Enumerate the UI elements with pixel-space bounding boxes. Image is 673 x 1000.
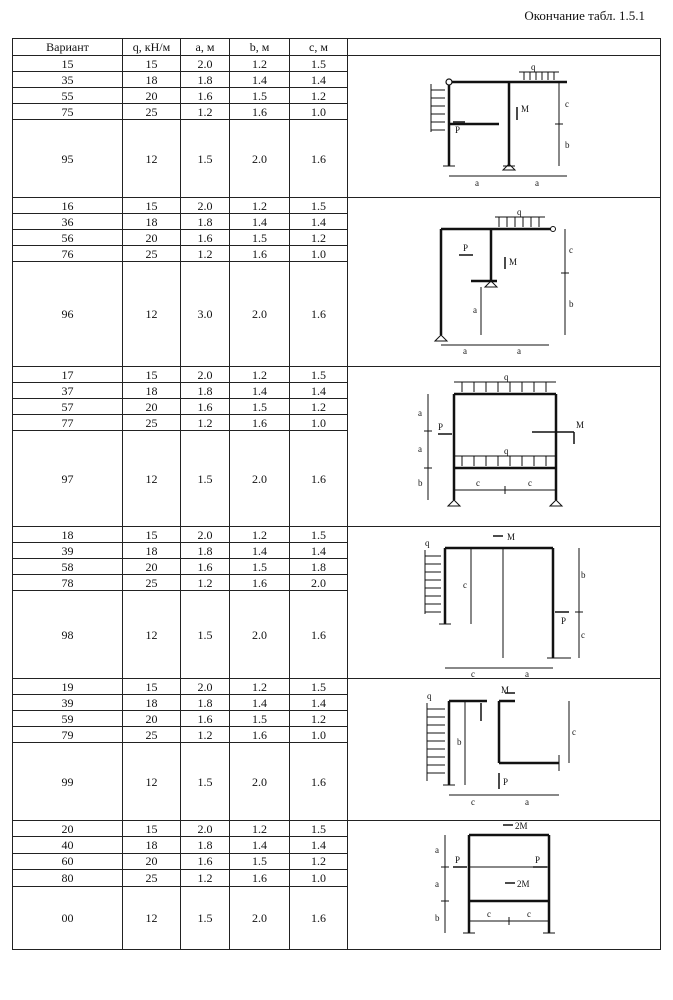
cell-b: 1.6 <box>230 870 290 886</box>
header-a: a, м <box>181 39 230 56</box>
dim-a-label: a <box>418 443 422 454</box>
cell-b: 1.4 <box>230 695 290 711</box>
table-row <box>13 527 661 543</box>
cell-variant: 75 <box>13 104 123 120</box>
cell-b: 1.5 <box>230 711 290 727</box>
cell-a: 1.2 <box>181 575 230 591</box>
cell-variant: 19 <box>13 679 123 695</box>
dim-a-label: a <box>435 879 439 889</box>
cell-q: 25 <box>123 246 181 262</box>
table-row <box>13 821 661 837</box>
cell-q: 25 <box>123 727 181 743</box>
cell-q: 25 <box>123 870 181 886</box>
cell-q: 18 <box>123 383 181 399</box>
force-p-label: P <box>463 243 469 253</box>
cell-c: 1.4 <box>290 383 348 399</box>
frame-scheme-2 <box>429 207 579 357</box>
cell-q: 18 <box>123 695 181 711</box>
cell-b: 1.5 <box>230 230 290 246</box>
dim-b-label: b <box>569 299 574 309</box>
cell-b: 1.6 <box>230 415 290 431</box>
cell-q: 20 <box>123 559 181 575</box>
dim-a-label: a <box>475 177 479 188</box>
dim-c-label: c <box>569 245 573 255</box>
dim-b-label: b <box>457 736 462 747</box>
cell-a: 1.6 <box>181 559 230 575</box>
cell-a: 2.0 <box>181 821 230 837</box>
table-caption: Окончание табл. 1.5.1 <box>524 8 645 23</box>
frame-scheme-3 <box>414 372 594 522</box>
dim-a-label: a <box>525 796 529 807</box>
dim-c-label: c <box>572 726 576 737</box>
force-p-label: P <box>503 776 509 787</box>
cell-variant: 37 <box>13 383 123 399</box>
cell-b: 2.0 <box>230 262 290 367</box>
cell-variant: 57 <box>13 399 123 415</box>
cell-a: 1.2 <box>181 246 230 262</box>
header-c: c, м <box>290 39 348 56</box>
cell-b: 1.4 <box>230 214 290 230</box>
cell-c: 1.0 <box>290 104 348 120</box>
cell-c: 1.6 <box>290 262 348 367</box>
cell-c: 1.8 <box>290 559 348 575</box>
dim-a-label: a <box>517 346 521 356</box>
cell-c: 1.0 <box>290 246 348 262</box>
force-p-label: P <box>438 421 444 432</box>
cell-variant: 35 <box>13 72 123 88</box>
cell-c: 1.6 <box>290 591 348 679</box>
cell-c: 1.2 <box>290 711 348 727</box>
table-row <box>13 56 661 72</box>
cell-a: 2.0 <box>181 679 230 695</box>
scheme-cell <box>348 821 661 950</box>
cell-b: 1.5 <box>230 559 290 575</box>
cell-b: 1.5 <box>230 853 290 869</box>
cell-b: 1.4 <box>230 543 290 559</box>
cell-b: 1.2 <box>230 198 290 214</box>
cell-c: 1.0 <box>290 415 348 431</box>
cell-q: 18 <box>123 72 181 88</box>
force-p-label: P <box>561 615 567 626</box>
dim-a-label: a <box>525 668 529 678</box>
moment-m-label: 2M <box>515 821 528 831</box>
force-p-label: P <box>455 124 461 135</box>
cell-q: 15 <box>123 527 181 543</box>
cell-b: 1.2 <box>230 679 290 695</box>
cell-a: 1.5 <box>181 743 230 821</box>
cell-c: 1.4 <box>290 695 348 711</box>
cell-variant: 78 <box>13 575 123 591</box>
cell-q: 25 <box>123 415 181 431</box>
cell-a: 1.5 <box>181 431 230 527</box>
header-scheme <box>348 39 661 56</box>
cell-variant: 80 <box>13 870 123 886</box>
load-q-label: q <box>517 207 522 217</box>
cell-b: 1.2 <box>230 821 290 837</box>
table-row <box>13 367 661 383</box>
dim-b-label: b <box>581 569 586 580</box>
load-q-label: q <box>504 371 509 382</box>
moment-m-label: M <box>501 684 510 695</box>
cell-c: 1.4 <box>290 837 348 853</box>
cell-a: 1.8 <box>181 72 230 88</box>
scheme-cell <box>348 56 661 198</box>
cell-variant: 17 <box>13 367 123 383</box>
cell-c: 1.6 <box>290 886 348 950</box>
cell-a: 1.8 <box>181 695 230 711</box>
cell-q: 15 <box>123 679 181 695</box>
cell-a: 1.5 <box>181 120 230 198</box>
cell-q: 12 <box>123 743 181 821</box>
cell-b: 1.4 <box>230 837 290 853</box>
cell-b: 2.0 <box>230 591 290 679</box>
moment-m-label: M <box>507 531 516 542</box>
dim-c-label: c <box>527 909 531 919</box>
dim-b-label: b <box>418 477 423 488</box>
moment-m-label: M <box>509 257 518 267</box>
dim-a-label: a <box>473 305 477 315</box>
frame-scheme-1 <box>429 62 579 192</box>
load-q-label: q <box>504 445 509 456</box>
dim-c-label: c <box>471 796 475 807</box>
cell-b: 1.2 <box>230 367 290 383</box>
cell-variant: 58 <box>13 559 123 575</box>
moment-m-label: M <box>576 419 585 430</box>
cell-c: 1.2 <box>290 399 348 415</box>
cell-c: 1.5 <box>290 198 348 214</box>
dim-c-label: c <box>528 477 532 488</box>
cell-variant: 20 <box>13 821 123 837</box>
header-q: q, кН/м <box>123 39 181 56</box>
frame-scheme-5 <box>419 685 589 815</box>
cell-c: 1.0 <box>290 870 348 886</box>
frame-scheme-4 <box>419 528 589 678</box>
cell-b: 2.0 <box>230 431 290 527</box>
cell-b: 1.6 <box>230 575 290 591</box>
cell-a: 1.6 <box>181 88 230 104</box>
dim-b-label: b <box>435 913 440 923</box>
load-q-label: q <box>531 61 536 72</box>
cell-variant: 99 <box>13 743 123 821</box>
cell-a: 2.0 <box>181 56 230 72</box>
cell-variant: 40 <box>13 837 123 853</box>
cell-q: 25 <box>123 104 181 120</box>
dim-b-label: b <box>565 139 570 150</box>
cell-b: 2.0 <box>230 886 290 950</box>
cell-variant: 16 <box>13 198 123 214</box>
cell-c: 1.5 <box>290 367 348 383</box>
load-q-label: q <box>427 690 432 701</box>
cell-q: 15 <box>123 198 181 214</box>
cell-b: 1.6 <box>230 727 290 743</box>
cell-q: 20 <box>123 853 181 869</box>
cell-a: 1.2 <box>181 870 230 886</box>
cell-q: 12 <box>123 431 181 527</box>
cell-q: 12 <box>123 262 181 367</box>
cell-q: 20 <box>123 399 181 415</box>
cell-c: 1.6 <box>290 431 348 527</box>
cell-variant: 96 <box>13 262 123 367</box>
cell-variant: 95 <box>13 120 123 198</box>
cell-variant: 97 <box>13 431 123 527</box>
cell-c: 1.5 <box>290 679 348 695</box>
cell-b: 2.0 <box>230 743 290 821</box>
cell-a: 1.8 <box>181 383 230 399</box>
scheme-cell <box>348 367 661 527</box>
cell-b: 1.5 <box>230 88 290 104</box>
cell-variant: 15 <box>13 56 123 72</box>
cell-a: 1.5 <box>181 591 230 679</box>
force-p-label: P <box>535 855 541 865</box>
header-row <box>13 39 661 56</box>
cell-a: 1.8 <box>181 837 230 853</box>
dim-c-label: c <box>581 629 585 640</box>
cell-variant: 00 <box>13 886 123 950</box>
cell-q: 20 <box>123 230 181 246</box>
cell-c: 1.2 <box>290 853 348 869</box>
cell-variant: 60 <box>13 853 123 869</box>
force-p-label: P <box>455 855 461 865</box>
cell-a: 2.0 <box>181 198 230 214</box>
cell-q: 12 <box>123 591 181 679</box>
cell-a: 3.0 <box>181 262 230 367</box>
scheme-cell <box>348 198 661 367</box>
cell-a: 1.8 <box>181 543 230 559</box>
load-q-label: q <box>425 537 430 548</box>
cell-a: 2.0 <box>181 367 230 383</box>
cell-variant: 56 <box>13 230 123 246</box>
cell-a: 1.6 <box>181 853 230 869</box>
moment-m-label: 2M <box>517 879 530 889</box>
cell-c: 1.4 <box>290 72 348 88</box>
cell-c: 1.6 <box>290 743 348 821</box>
cell-c: 1.6 <box>290 120 348 198</box>
cell-a: 1.2 <box>181 415 230 431</box>
cell-a: 1.6 <box>181 399 230 415</box>
dim-a-label: a <box>463 346 467 356</box>
cell-a: 1.2 <box>181 104 230 120</box>
cell-c: 1.5 <box>290 527 348 543</box>
cell-a: 1.8 <box>181 214 230 230</box>
cell-variant: 36 <box>13 214 123 230</box>
dim-a-label: a <box>418 407 422 418</box>
cell-q: 15 <box>123 821 181 837</box>
cell-b: 1.5 <box>230 399 290 415</box>
dim-c-label: c <box>565 98 569 109</box>
cell-q: 15 <box>123 56 181 72</box>
cell-c: 1.2 <box>290 230 348 246</box>
cell-c: 1.0 <box>290 727 348 743</box>
variants-table <box>12 38 661 950</box>
cell-q: 12 <box>123 886 181 950</box>
cell-q: 20 <box>123 88 181 104</box>
dim-c-label: c <box>471 668 475 678</box>
cell-b: 1.6 <box>230 104 290 120</box>
dim-a-label: a <box>535 177 539 188</box>
cell-b: 1.2 <box>230 56 290 72</box>
cell-variant: 39 <box>13 543 123 559</box>
cell-a: 1.6 <box>181 230 230 246</box>
cell-b: 1.4 <box>230 383 290 399</box>
cell-c: 1.4 <box>290 543 348 559</box>
scheme-cell <box>348 679 661 821</box>
cell-variant: 55 <box>13 88 123 104</box>
cell-c: 1.2 <box>290 88 348 104</box>
cell-a: 1.5 <box>181 886 230 950</box>
moment-m-label: M <box>521 103 530 114</box>
cell-c: 2.0 <box>290 575 348 591</box>
cell-q: 20 <box>123 711 181 727</box>
cell-q: 18 <box>123 543 181 559</box>
cell-variant: 18 <box>13 527 123 543</box>
cell-variant: 79 <box>13 727 123 743</box>
cell-c: 1.5 <box>290 821 348 837</box>
header-b: b, м <box>230 39 290 56</box>
cell-q: 15 <box>123 367 181 383</box>
cell-variant: 59 <box>13 711 123 727</box>
cell-q: 12 <box>123 120 181 198</box>
dim-c-label: c <box>463 579 467 590</box>
header-variant: Вариант <box>13 39 123 56</box>
cell-b: 1.4 <box>230 72 290 88</box>
cell-variant: 98 <box>13 591 123 679</box>
cell-a: 2.0 <box>181 527 230 543</box>
cell-a: 1.2 <box>181 727 230 743</box>
frame-scheme-6 <box>429 821 579 949</box>
table-row <box>13 198 661 214</box>
cell-c: 1.4 <box>290 214 348 230</box>
cell-a: 1.6 <box>181 711 230 727</box>
cell-variant: 77 <box>13 415 123 431</box>
table-row <box>13 679 661 695</box>
dim-c-label: c <box>476 477 480 488</box>
scheme-cell <box>348 527 661 679</box>
dim-c-label: c <box>487 909 491 919</box>
cell-variant: 76 <box>13 246 123 262</box>
cell-q: 18 <box>123 837 181 853</box>
dim-a-label: a <box>435 845 439 855</box>
cell-q: 18 <box>123 214 181 230</box>
cell-b: 1.6 <box>230 246 290 262</box>
cell-variant: 39 <box>13 695 123 711</box>
cell-c: 1.5 <box>290 56 348 72</box>
cell-b: 1.2 <box>230 527 290 543</box>
cell-b: 2.0 <box>230 120 290 198</box>
cell-q: 25 <box>123 575 181 591</box>
